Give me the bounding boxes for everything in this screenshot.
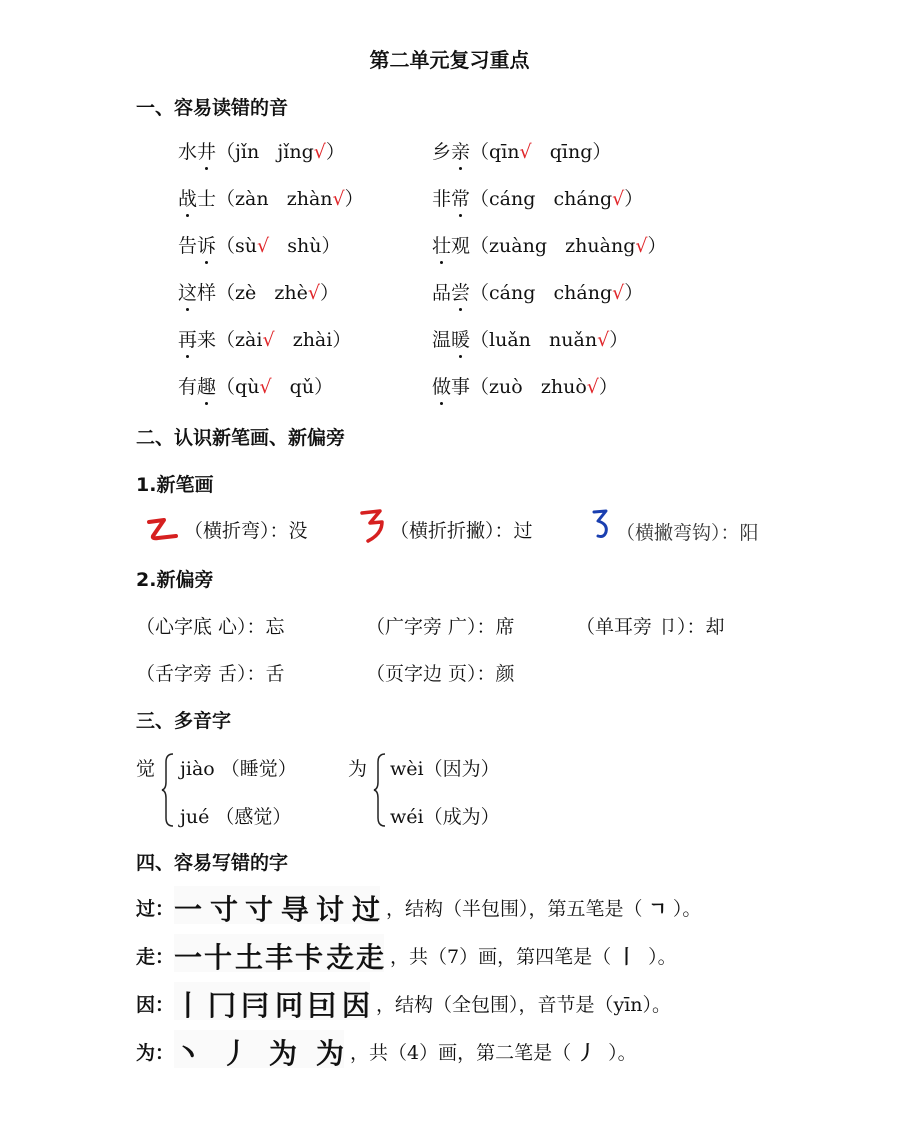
pronunciation-item (178, 231, 341, 258)
stroke-answer: 丨 (617, 946, 637, 968)
word-char-2: 士 (197, 188, 217, 210)
close-paren: ） (609, 329, 629, 351)
close-paren: ） (325, 141, 345, 163)
stroke-label-2: （横折折撇）：过 (390, 520, 533, 542)
pinyin-option-b: qǔ (289, 376, 315, 398)
page-title: 第二单元复习重点 (369, 48, 530, 72)
char-description (390, 942, 677, 969)
checkmark-icon: √ (612, 282, 625, 304)
pinyin-option-b: zhuò (540, 376, 587, 398)
char-description (350, 1038, 637, 1065)
description-tail: ）。 (602, 1042, 637, 1064)
word-char-1: 乡 (432, 141, 452, 163)
word-char-1: 这 (178, 278, 197, 305)
word-char-2: 井 (197, 137, 216, 164)
checkmark-icon: √ (257, 235, 270, 257)
section-heading-2: 二、认识新笔画、新偏旁 (136, 427, 346, 449)
pronunciation-item (432, 372, 618, 399)
pinyin-option-b: cháng (553, 282, 613, 304)
checkmark-icon: √ (597, 329, 610, 351)
word-char-1: 再 (178, 325, 197, 352)
word-char-1: 水 (178, 141, 198, 163)
target-char-label: 因： (136, 994, 175, 1016)
stroke-order-step: 因 (342, 989, 371, 1022)
checkmark-icon: √ (586, 376, 599, 398)
stroke-order-step: 寸 (210, 893, 239, 926)
radical-xinzidi: （心字底 心）：忘 (136, 616, 285, 638)
stroke-order-step: 过 (352, 893, 381, 926)
stroke-order-sequence (174, 982, 370, 1020)
section-heading-4: 四、容易写错的字 (136, 852, 289, 874)
pronunciation-item (432, 325, 628, 352)
radical-yezibian: （页字边 页）：颜 (366, 663, 515, 685)
pinyin-option-a: （qù (216, 376, 260, 398)
pinyin-option-a: （sù (216, 235, 258, 257)
checkmark-icon: √ (612, 188, 625, 210)
stroke-order-sequence (174, 886, 380, 924)
pinyin-option-b: zhàn (286, 188, 333, 210)
pronunciation-item (432, 184, 643, 211)
pinyin-option-b: zhè (274, 282, 308, 304)
stroke-order-step: 土 (235, 941, 264, 974)
word-char-2: 事 (451, 376, 471, 398)
word-char-1: 告 (178, 235, 198, 257)
pinyin-option-a: （cáng (470, 282, 536, 304)
pinyin-option-b: zhài (292, 329, 333, 351)
stroke-order-step: 冃 (241, 989, 270, 1022)
pronunciation-item (432, 231, 666, 258)
pinyin-option-a: （zài (216, 329, 263, 351)
stroke-label-1: （横折弯）：没 (184, 520, 308, 542)
stroke-hengzhewan-icon (146, 516, 182, 542)
stroke-order-step: 㝵 (281, 893, 310, 926)
checkmark-icon: √ (262, 329, 275, 351)
close-paren: ） (320, 282, 340, 304)
stroke-order-step: 赱 (326, 941, 355, 974)
pinyin-option-a: （zuàng (470, 235, 548, 257)
close-paren: ） (624, 282, 644, 304)
checkmark-icon: √ (259, 376, 272, 398)
close-paren: ） (332, 329, 352, 351)
word-char-2: 诉 (197, 231, 216, 258)
pronunciation-item (432, 278, 643, 305)
stroke-order-step: 为 (316, 1037, 345, 1070)
stroke-order-step: 讨 (316, 893, 345, 926)
stroke-order-sequence (174, 934, 384, 972)
pronunciation-item (178, 325, 351, 352)
pinyin-option-a: （zè (216, 282, 257, 304)
stroke-order-step: 丨 (174, 989, 203, 1022)
word-char-1: 品 (432, 282, 452, 304)
stroke-order-step: 丶 (174, 1037, 203, 1070)
word-char-2: 尝 (451, 278, 470, 305)
reading-jue: jué （感觉） (180, 806, 292, 828)
word-char-2: 趣 (197, 372, 216, 399)
radical-shezipang: （舌字旁 舌）：舌 (136, 663, 285, 685)
section-heading-3: 三、多音字 (136, 710, 232, 732)
stroke-order-step: 走 (356, 941, 385, 974)
description-tail: ）。 (672, 898, 702, 920)
subheading-new-strokes: 1.新笔画 (136, 474, 214, 496)
stroke-order-step: 寸 (245, 893, 274, 926)
reading-wei2: wéi（成为） (390, 806, 500, 828)
polyphone-char-wei: 为 (348, 758, 368, 780)
pronunciation-item (178, 372, 333, 399)
reading-jiao: jiào （睡觉） (180, 758, 297, 780)
stroke-order-step: 为 (269, 1037, 298, 1070)
section-heading-1: 一、容易读错的音 (136, 97, 289, 119)
pronunciation-item (178, 278, 339, 305)
char-description (386, 894, 701, 921)
polyphone-char-jue: 觉 (136, 758, 156, 780)
word-char-2: 来 (197, 329, 217, 351)
close-paren: ） (647, 235, 667, 257)
stroke-order-step: 冋 (275, 989, 304, 1022)
checkmark-icon: √ (332, 188, 345, 210)
close-paren: ） (592, 141, 612, 163)
pinyin-option-a: （luǎn (470, 329, 531, 351)
description-text: ，共（4）画，第二笔是（ (350, 1042, 572, 1064)
description-text: ，结构（半包围），第五笔是（ (386, 898, 643, 920)
pinyin-option-b: jǐng (277, 141, 314, 163)
checkmark-icon: √ (313, 141, 326, 163)
word-char-2: 观 (451, 235, 471, 257)
pinyin-option-a: （zàn (216, 188, 269, 210)
word-char-2: 亲 (451, 137, 470, 164)
pinyin-option-b: nuǎn (549, 329, 598, 351)
target-char-label: 走： (136, 946, 175, 968)
brace-icon (372, 752, 388, 828)
pinyin-option-a: （cáng (470, 188, 536, 210)
close-paren: ） (624, 188, 644, 210)
word-char-2: 样 (197, 282, 217, 304)
pinyin-option-b: qīng (549, 141, 593, 163)
word-char-1: 壮 (432, 231, 451, 258)
pronunciation-item (178, 137, 345, 164)
radical-guangzipang: （广字旁 广）：席 (366, 616, 515, 638)
stroke-hengpiewangou-icon (588, 508, 616, 542)
brace-icon (160, 752, 176, 828)
description-text: ，共（7）画，第四笔是（ (390, 946, 612, 968)
stroke-order-step: 卡 (295, 941, 324, 974)
word-char-2: 常 (451, 184, 470, 211)
close-paren: ） (314, 376, 334, 398)
description-tail: ）。 (642, 946, 677, 968)
pinyin-option-a: （qīn (470, 141, 520, 163)
stroke-order-step: 丿 (221, 1037, 250, 1070)
stroke-answer: ㄱ (648, 898, 667, 920)
word-char-1: 有 (178, 376, 198, 398)
stroke-order-step: 冂 (208, 989, 237, 1022)
char-description (376, 990, 671, 1017)
reading-wei4: wèi（因为） (390, 758, 500, 780)
pinyin-option-b: shù (287, 235, 322, 257)
pinyin-option-a: （zuò (470, 376, 523, 398)
radical-danerpang: （单耳旁 卩）：却 (576, 616, 725, 638)
close-paren: ） (598, 376, 618, 398)
stroke-order-step: 一 (174, 893, 203, 926)
pronunciation-item (178, 184, 364, 211)
stroke-answer: 丿 (577, 1042, 597, 1064)
stroke-order-step: 丰 (265, 941, 294, 974)
stroke-order-step: 囙 (308, 989, 337, 1022)
target-char-label: 为： (136, 1042, 175, 1064)
stroke-order-step: 十 (204, 941, 233, 974)
stroke-hengzhezhepie-icon (358, 508, 390, 544)
checkmark-icon: √ (519, 141, 532, 163)
stroke-order-sequence (174, 1030, 344, 1068)
subheading-new-radicals: 2.新偏旁 (136, 569, 214, 591)
stroke-order-step: 一 (174, 941, 203, 974)
description-text: ，结构（全包围），音节是（yīn）。 (376, 994, 672, 1016)
stroke-label-3: （横撇弯钩）：阳 (616, 522, 759, 544)
word-char-1: 非 (432, 188, 452, 210)
checkmark-icon: √ (635, 235, 648, 257)
close-paren: ） (344, 188, 364, 210)
word-char-1: 战 (178, 184, 197, 211)
pinyin-option-b: zhuàng (565, 235, 636, 257)
pronunciation-item (432, 137, 611, 164)
target-char-label: 过： (136, 898, 175, 920)
pinyin-option-a: （jǐn (216, 141, 260, 163)
word-char-1: 做 (432, 372, 451, 399)
checkmark-icon: √ (307, 282, 321, 304)
close-paren: ） (321, 235, 341, 257)
word-char-1: 温 (432, 329, 452, 351)
pinyin-option-b: cháng (553, 188, 613, 210)
word-char-2: 暖 (451, 325, 470, 352)
